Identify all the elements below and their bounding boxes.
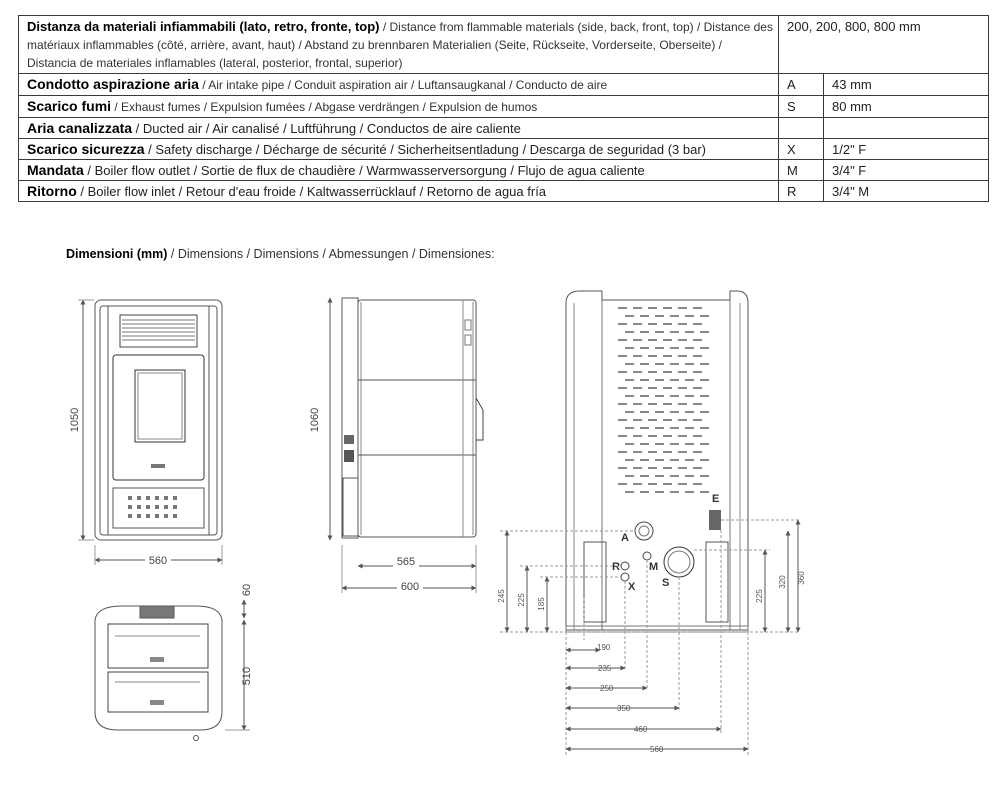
row-description: Mandata / Boiler flow outlet / Sortie de flux de chaudière / Warmwasserversorgung / Flujo de agua caliente [19, 160, 779, 181]
row-value: 3/4" F [824, 160, 989, 181]
rear-view [497, 291, 806, 756]
dim-225-right: 225 [755, 589, 764, 603]
dim-225-left: 225 [517, 593, 526, 607]
dim-320: 320 [778, 575, 787, 589]
front-view [69, 300, 222, 567]
label-m: M [649, 561, 659, 573]
row-value: 1/2" F [824, 139, 989, 160]
side-depth-inner-label: 565 [396, 556, 416, 568]
dim-245: 245 [497, 589, 506, 603]
row-description: Distanza da materiali infiammabili (lato, retro, fronte, top) / Distance from flammable materials (side, back, front, top) / Distance des matériaux inflammables (côté, arrière, avant, haut) / Abstand zu brennbaren Materialien (Seite, Rückseite, Vorderseite, Oberseite) / Distancia de materiales inflamables (lateral, posterior, frontal, superior) [19, 16, 779, 74]
row-description: Scarico sicurezza / Safety discharge / Décharge de sécurité / Sicherheitsentladung / Descarga de seguridad (3 bar) [19, 139, 779, 160]
dim-560: 560 [650, 745, 664, 754]
top-depth-label: 510 [241, 666, 253, 686]
row-value: 3/4" M [824, 181, 989, 202]
row-value: 43 mm [824, 74, 989, 96]
dim-190: 190 [597, 643, 611, 652]
row-description: Scarico fumi / Exhaust fumes / Expulsion fumées / Abgase verdrängen / Expulsion de humos [19, 96, 779, 118]
label-x: X [628, 581, 636, 593]
row-code: M [779, 160, 824, 181]
label-a: A [621, 532, 629, 544]
row-code: X [779, 139, 824, 160]
dim-460: 460 [634, 725, 648, 734]
front-width-label: 560 [148, 555, 168, 567]
louvre-grid [618, 308, 709, 492]
label-s: S [662, 577, 670, 589]
row-description: Aria canalizzata / Ducted air / Air canalisé / Luftführung / Conductos de aire caliente [19, 118, 779, 139]
grille-slats [122, 320, 195, 340]
row-description: Condotto aspirazione aria / Air intake pipe / Conduit aspiration air / Luftansaugkanal / Conducto de aire [19, 74, 779, 96]
dim-235: 235 [598, 664, 612, 673]
top-view [95, 584, 253, 741]
dim-350: 350 [617, 704, 631, 713]
side-height-label: 1060 [309, 407, 321, 433]
row-value: 80 mm [824, 96, 989, 118]
dim-185: 185 [537, 597, 546, 611]
row-code: R [779, 181, 824, 202]
row-code: A [779, 74, 824, 96]
vent-holes [128, 496, 177, 518]
extension-lines [500, 520, 800, 756]
row-description: Ritorno / Boiler flow inlet / Retour d'eau froide / Kaltwasserrücklauf / Retorno de agua fría [19, 181, 779, 202]
side-view [309, 298, 483, 593]
front-height-label: 1050 [69, 407, 81, 433]
top-offset-label: 60 [241, 583, 253, 597]
label-e: E [712, 493, 720, 505]
dimensions-caption: Dimensioni (mm) / Dimensions / Dimensions / Abmessungen / Dimensiones: [66, 247, 495, 261]
dim-360: 360 [797, 571, 806, 585]
side-depth-outer-label: 600 [400, 581, 420, 593]
label-r: R [612, 561, 620, 573]
row-code: S [779, 96, 824, 118]
dim-250: 250 [600, 684, 614, 693]
row-value: 200, 200, 800, 800 mm [779, 16, 989, 74]
